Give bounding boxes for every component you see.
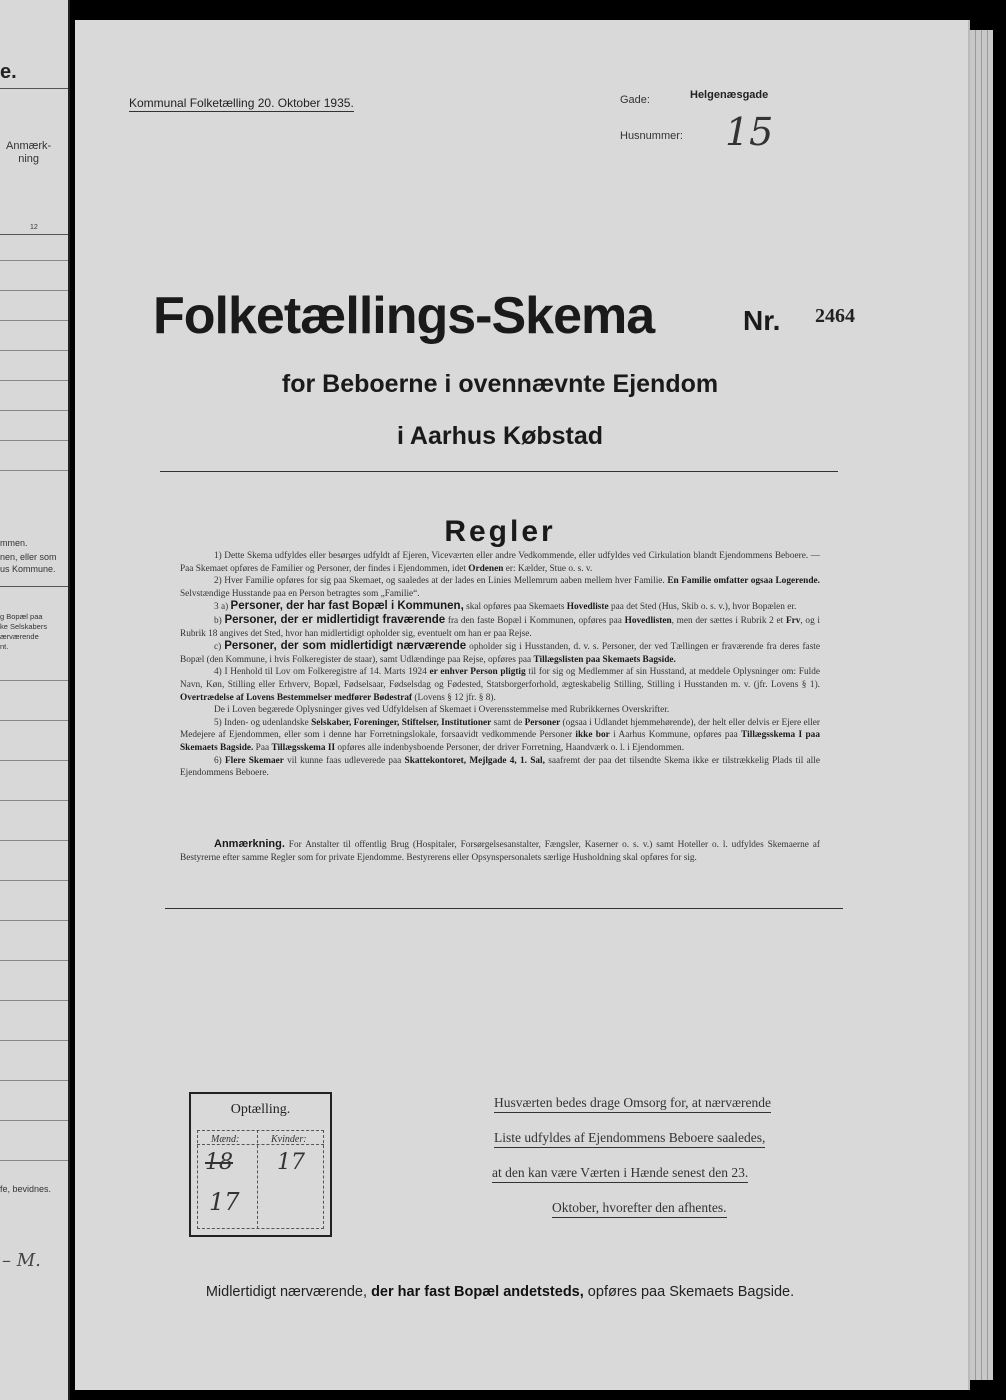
left-page-rule xyxy=(0,920,68,921)
remark-label: Anmærkning. xyxy=(214,838,285,850)
rules-text xyxy=(180,550,820,780)
left-page-rule xyxy=(0,88,68,89)
left-page-fragment: us Kommune. xyxy=(0,564,56,574)
left-page-header-fragment: e. xyxy=(0,61,17,83)
left-page-fragment: nt. xyxy=(0,642,9,651)
tally-title: Optælling. xyxy=(230,1102,291,1117)
left-page-rule xyxy=(0,260,68,261)
form-subtitle-city: i Aarhus Købstad xyxy=(396,422,604,450)
left-page-rule xyxy=(0,470,68,471)
form-title: Folketællings-Skema xyxy=(153,287,655,345)
left-page-rule xyxy=(0,1000,68,1001)
rule-3a: 3 a) Personer, der har fast Bopæl i Kommunen, skal opføres paa Skemaets Hovedliste paa det Sted (Hus, Skib o. s. v.), hvor Bopælen er. xyxy=(214,600,797,613)
left-page-column-number: 12 xyxy=(30,224,38,231)
left-page-fragment: mmen. xyxy=(0,538,28,548)
page-stack-edge xyxy=(965,30,993,1380)
rule-2: 2) Hver Familie opføres for sig paa Skemaet, og saaledes at der lades en Linies Mellemrum aaben mellem hver Familie. En Familie omfatter ogsaa Logerende. Selvstændige Husstande paa en Person betragtes som „Familie“. xyxy=(180,576,820,599)
left-page-rule xyxy=(0,840,68,841)
form-subtitle: for Beboerne i ovennævnte Ejendom xyxy=(281,370,719,398)
left-page-rule xyxy=(0,680,68,681)
left-page-rule xyxy=(0,800,68,801)
left-page-rule xyxy=(0,290,68,291)
left-page-rule xyxy=(0,1120,68,1121)
divider xyxy=(160,471,838,472)
tally-box xyxy=(189,1092,332,1237)
previous-page-fragment xyxy=(0,0,70,1400)
left-page-rule xyxy=(0,440,68,441)
rules-heading: Regler xyxy=(444,515,556,548)
rule-3c: c) Personer, der som midlertidigt nærværende opholder sig i Husstanden, d. v. s. Personer, der ved Tællingen er fraværende fra deres faste Bopæl (den Kommune, i hvis Folkeregister de staar), samt Udlændinge paa Rejse, opføres paa Tillægslisten paa Skemaets Bagside. xyxy=(180,640,821,665)
left-page-rule xyxy=(0,1040,68,1041)
footer-note: Midlertidigt nærværende, der har fast Bopæl andetsteds, opføres paa Skemaets Bagside. xyxy=(205,1284,795,1300)
rule-6: 6) Flere Skemaer vil kunne faas udleverede paa Skattekontoret, Mejlgade 4, 1. Sal, saafremt der paa det tilsendte Skema ikke er tilstrækkelig Plads til alle Ejendommens Beboere. xyxy=(180,755,820,779)
rule-1: 1) Dette Skema udfyldes eller besørges udfyldt af Ejeren, Viceværten eller andre Vedkommende, eller udfyldes ved Cirkulation blandt Ejendommens Beboere. — Paa Skemaet opføres de Familier og Personer, der findes i Ejendommen, idet Ordenen er: Kælder, Stue o. s. v. xyxy=(180,551,820,574)
rule-4: 4) I Henhold til Lov om Folkeregistre af 14. Marts 1924 er enhver Person pligtig til for sig og Medlemmer af sin Husstand, at meddele Oplysninger om: Fulde Navn, Køn, Stilling eller Erhverv, Bopæl, Fødselsaar, Fødselsdag og Fødested, Statsborgerforhold, ægteskabelig Stilling, Stilling i Husstanden m. v. (jfr. Lovens § 1). Overtrædelse af Lovens Bestemmelser medfører Bødestraf (Lovens § 12 jfr. § 8). xyxy=(180,667,820,703)
street-label: Gade: xyxy=(620,94,650,106)
tally-women-value: 17 xyxy=(277,1150,305,1175)
street-value: Helgenæsgade xyxy=(690,89,769,101)
left-page-rule xyxy=(0,1080,68,1081)
house-number-value: 15 xyxy=(725,110,774,154)
left-page-signature: – M. xyxy=(2,1250,41,1271)
left-page-fragment: g Bopæl paa xyxy=(0,612,43,621)
left-page-rule xyxy=(0,320,68,321)
left-page-fragment: fe, bevidnes. xyxy=(0,1184,52,1194)
remark-text: Anmærkning. For Anstalter til offentlig Brug (Hospitaler, Forsørgelsesanstalter, Fængsler, Kaserner o. s. v.) samt Hoteller o. l. udfyldes Skemaerne af Bestyrerne efter samme Regler som for private Ejendomme. Bestyrerens eller Opsynspersonalets særlige Husholdning skal opføres for sig. xyxy=(180,838,820,863)
notice-line: Oktober, hvorefter den afhentes. xyxy=(552,1200,727,1218)
form-number-label: Nr. xyxy=(743,305,781,336)
rule-5: 5) Inden- og udenlandske Selskaber, Foreninger, Stiftelser, Institutioner samt de Personer (ogsaa i Udlandet hjemmehørende), der helt eller delvis er Ejere eller Medejere af Ejendommen, eller som i denne har Forretningslokale, forsaavidt vedkommende Personer ikke bor i Aarhus Kommune, opføres paa Tillægsskema I paa Skemaets Bagside. Paa Tillægsskema II opføres alle indenbysboende Personer, der driver Forretning, Haandværk o. l. i Ejendommen. xyxy=(180,717,821,753)
tally-women-header: Kvinder: xyxy=(271,1134,307,1145)
left-page-rule xyxy=(0,350,68,351)
left-page-rule xyxy=(0,880,68,881)
notice-line: Liste udfyldes af Ejendommens Beboere saaledes, xyxy=(494,1130,765,1148)
form-number: 2464 xyxy=(815,305,855,327)
left-page-column-header: Anmærk- ning xyxy=(6,140,52,166)
left-page-rule xyxy=(0,760,68,761)
notice-line: Husværten bedes drage Omsorg for, at nærværende xyxy=(494,1095,771,1113)
left-page-rule xyxy=(0,586,68,587)
notice-line: at den kan være Værten i Hænde senest den 23. xyxy=(492,1165,748,1183)
left-page-rule xyxy=(0,1160,68,1161)
left-page-fragment: ærværende xyxy=(0,632,39,641)
left-page-rule xyxy=(0,410,68,411)
divider xyxy=(165,908,843,909)
tally-men-value: 17 xyxy=(209,1188,240,1216)
left-page-rule xyxy=(0,234,68,235)
left-page-fragment: nen, eller som xyxy=(0,552,57,562)
left-page-rule xyxy=(0,380,68,381)
census-form-page xyxy=(75,20,968,1390)
left-page-fragment: ke Selskabers xyxy=(0,622,48,631)
left-page-rule xyxy=(0,960,68,961)
tally-men-header: Mænd: xyxy=(211,1134,240,1145)
census-header: Kommunal Folketælling 20. Oktober 1935. xyxy=(129,96,354,110)
tally-men-crossed: 18 xyxy=(205,1150,233,1175)
rule-3b: b) Personer, der er midlertidigt fraværende fra den faste Bopæl i Kommunen, opføres paa Hovedlisten, men der sættes i Rubrik 2 et Frv, og i Rubrik 18 angives det Sted, hvor han midlertidigt opholder sig, eventuelt om han er paa Rejse. xyxy=(180,613,821,639)
left-page-rule xyxy=(0,720,68,721)
rule-4-note: De i Loven begærede Oplysninger gives ved Udfyldelsen af Skemaet i Overensstemmelse med Rubrikkernes Overskrifter. xyxy=(214,705,670,716)
house-number-label: Husnummer: xyxy=(620,130,683,142)
